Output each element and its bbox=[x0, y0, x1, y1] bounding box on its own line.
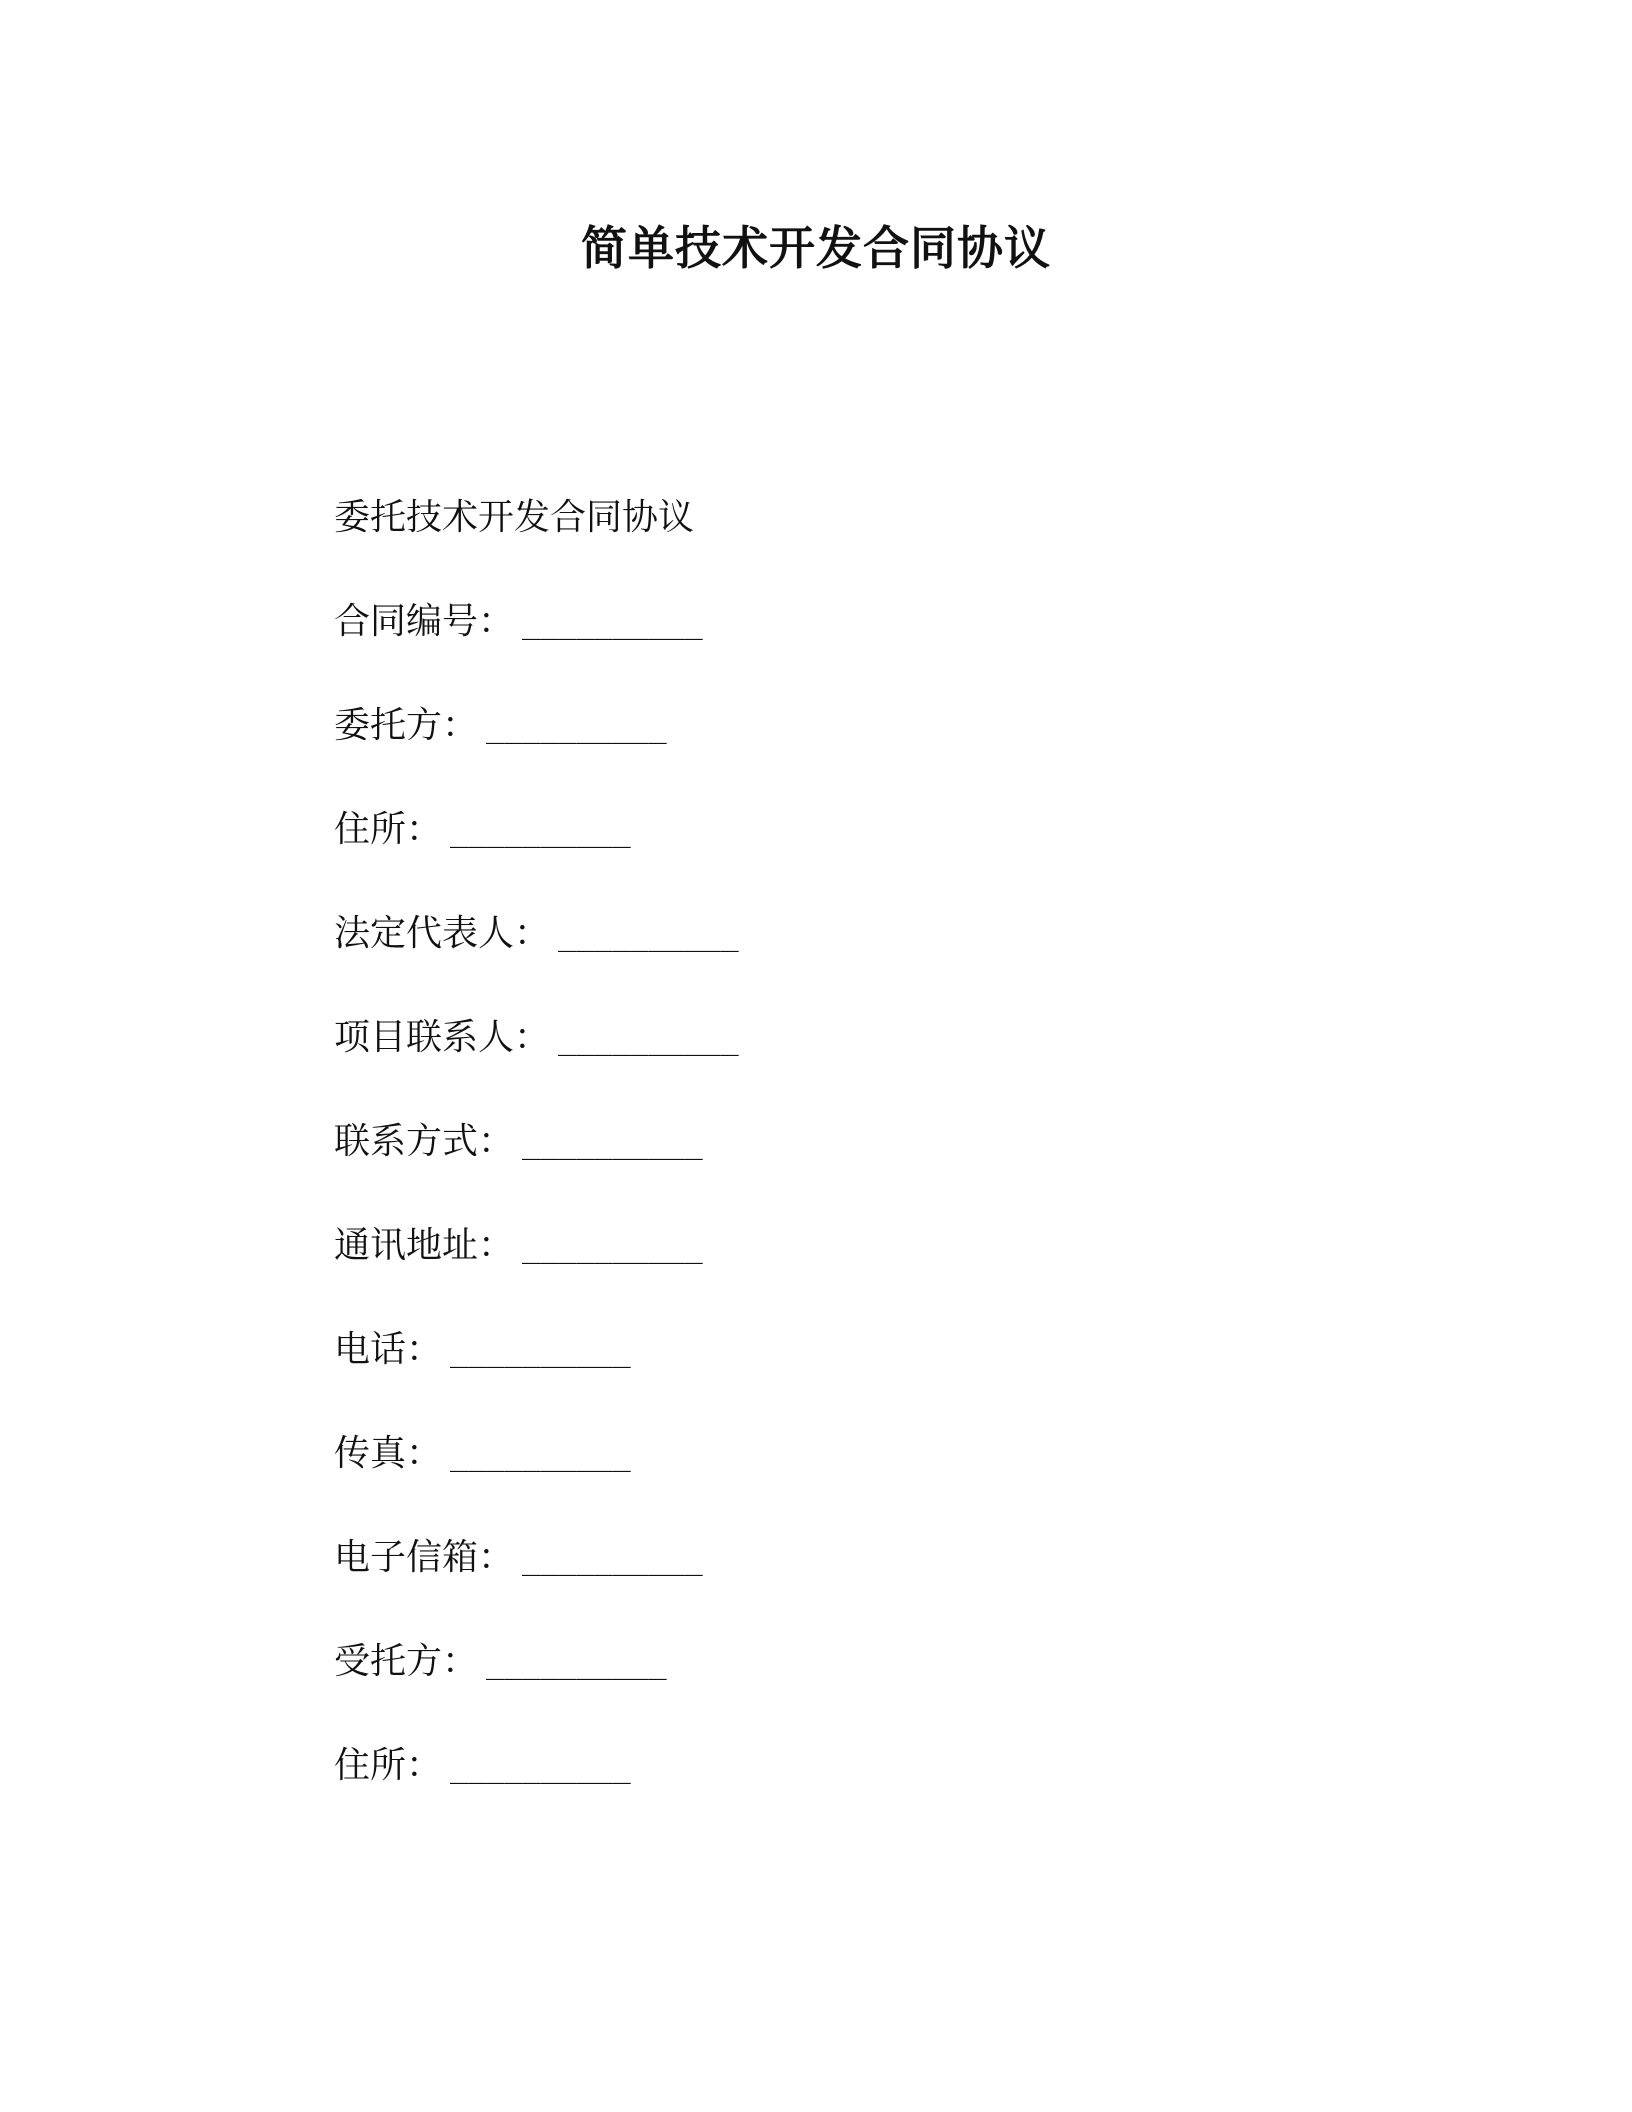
field-blank-line: __________ bbox=[450, 1750, 631, 1785]
field-contact-method bbox=[334, 1114, 1434, 1170]
field-colon: ： bbox=[406, 1329, 443, 1370]
field-colon: ： bbox=[442, 1641, 479, 1682]
field-email bbox=[334, 1530, 1434, 1586]
field-mailing-address bbox=[334, 1218, 1434, 1274]
field-colon: ： bbox=[406, 1433, 443, 1474]
field-colon: ： bbox=[442, 705, 479, 746]
field-colon: ： bbox=[514, 1017, 551, 1058]
field-label: 传真 bbox=[334, 1433, 407, 1474]
field-blank-line: __________ bbox=[522, 1126, 703, 1161]
field-blank-line: __________ bbox=[558, 1022, 739, 1057]
field-blank-line: __________ bbox=[450, 1334, 631, 1369]
field-legal-representative bbox=[334, 906, 1434, 962]
field-fax bbox=[334, 1426, 1434, 1482]
field-label: 电子信箱 bbox=[334, 1537, 479, 1578]
field-label: 通讯地址 bbox=[334, 1225, 479, 1266]
field-contractor-address bbox=[334, 1738, 1434, 1794]
field-label: 合同编号 bbox=[334, 601, 479, 642]
field-label: 委托方 bbox=[334, 705, 443, 746]
field-label: 联系方式 bbox=[334, 1121, 479, 1162]
field-blank-line: __________ bbox=[450, 1438, 631, 1473]
field-blank-line: __________ bbox=[450, 814, 631, 849]
field-label: 住所 bbox=[334, 809, 407, 850]
field-label: 法定代表人 bbox=[334, 913, 515, 954]
field-colon: ： bbox=[478, 1537, 515, 1578]
field-colon: ： bbox=[406, 1745, 443, 1786]
field-project-contact bbox=[334, 1010, 1434, 1066]
contract-subtitle: 委托技术开发合同协议 bbox=[334, 497, 695, 538]
field-colon: ： bbox=[514, 913, 551, 954]
field-label: 电话 bbox=[334, 1329, 407, 1370]
field-colon: ： bbox=[406, 809, 443, 850]
field-blank-line: __________ bbox=[486, 710, 667, 745]
field-phone bbox=[334, 1322, 1434, 1378]
field-contractor bbox=[334, 1634, 1434, 1690]
field-label: 项目联系人 bbox=[334, 1017, 515, 1058]
field-client-address bbox=[334, 802, 1434, 858]
field-blank-line: __________ bbox=[486, 1646, 667, 1681]
field-label: 住所 bbox=[334, 1745, 407, 1786]
field-blank-line: __________ bbox=[522, 1542, 703, 1577]
field-label: 受托方 bbox=[334, 1641, 443, 1682]
field-colon: ： bbox=[478, 601, 515, 642]
field-client bbox=[334, 698, 1434, 754]
field-blank-line: __________ bbox=[522, 606, 703, 641]
field-contract-number bbox=[334, 594, 1434, 650]
field-blank-line: __________ bbox=[558, 918, 739, 953]
document-title: 简单技术开发合同协议 bbox=[581, 221, 1051, 275]
document-body bbox=[334, 490, 1434, 1842]
field-colon: ： bbox=[478, 1121, 515, 1162]
field-blank-line: __________ bbox=[522, 1230, 703, 1265]
field-colon: ： bbox=[478, 1225, 515, 1266]
